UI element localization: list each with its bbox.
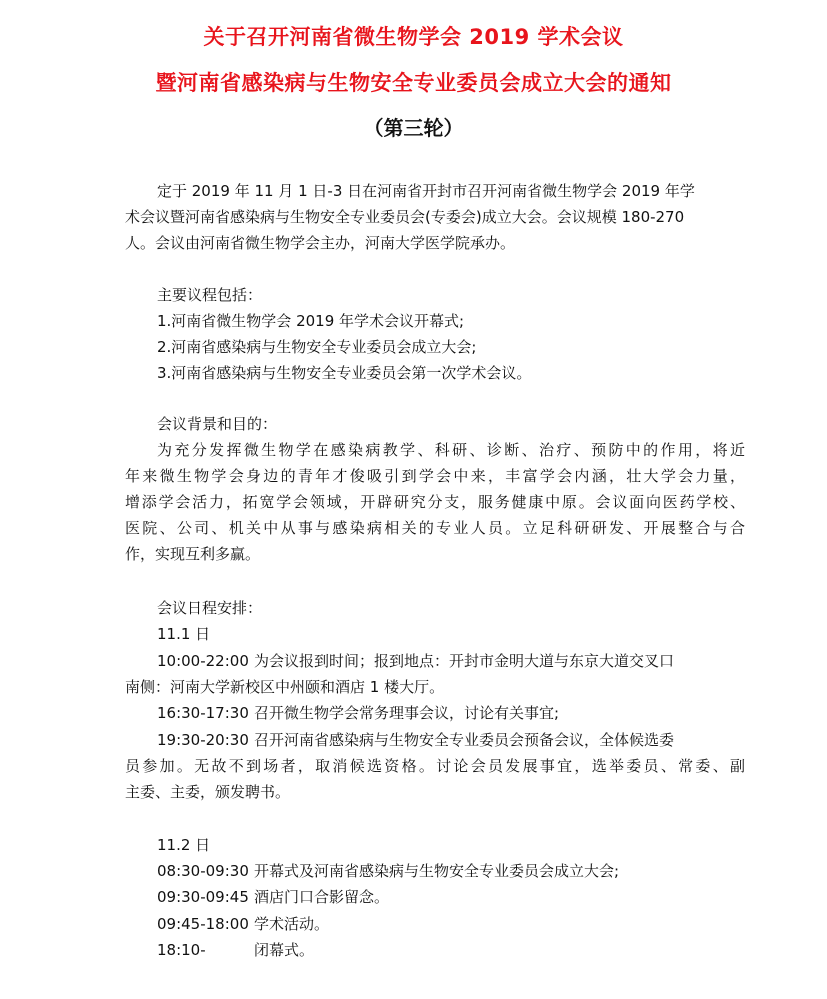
schedule-event [157,914,777,934]
background-line: 增添学会活力，拓宽学会领域，开辟研究分支，服务健康中原。会议面向医药学校、 [125,493,745,511]
schedule-event [157,940,777,960]
schedule-event [157,730,777,750]
event-text-cont: 南侧：河南大学新校区中州颐和酒店 1 楼大厅。 [125,678,445,696]
intro-line: 术会议暨河南省感染病与生物安全专业委员会(专委会)成立大会。会议规模 180-270 [125,208,685,226]
notice-round: （第三轮） [363,116,464,140]
background-heading: 会议背景和目的： [157,415,278,433]
agenda-heading: 主要议程包括： [157,286,263,304]
schedule-heading: 会议日程安排： [157,599,263,617]
agenda-item: 1.河南省微生物学会 2019 年学术会议开幕式; [157,312,465,330]
event-text: 酒店门口合影留念。 [254,888,390,906]
background-line: 作，实现互利多赢。 [125,545,261,563]
background-line: 医院、公司、机关中从事与感染病相关的专业人员。立足科研研发、开展整合与合 [125,519,745,537]
event-time: 10:00-22:00 [157,652,249,670]
event-text: 开幕式及河南省感染病与生物安全专业委员会成立大会; [254,862,620,880]
background-line: 年来微生物学会身边的青年才俊吸引到学会中来，丰富学会内涵，壮大学会力量， [125,467,745,485]
event-text: 召开微生物学会常务理事会议，讨论有关事宜; [254,704,560,722]
schedule-event [157,651,777,671]
event-text: 召开河南省感染病与生物安全专业委员会预备会议，全体候选委 [254,731,675,749]
schedule-event [157,703,777,723]
event-text: 闭幕式。 [254,941,315,959]
event-text: 学术活动。 [254,915,330,933]
event-time: 18:10- [157,941,206,959]
event-time: 19:30-20:30 [157,731,249,749]
day-label: 11.1 日 [157,625,211,643]
background-line: 为充分发挥微生物学在感染病教学、科研、诊断、治疗、预防中的作用，将近 [157,441,745,459]
agenda-item: 2.河南省感染病与生物安全专业委员会成立大会; [157,338,477,356]
day-label: 11.2 日 [157,836,211,854]
event-text: 为会议报到时间；报到地点：开封市金明大道与东京大道交叉口 [254,652,675,670]
schedule-event [157,861,777,881]
intro-line: 人。会议由河南省微生物学会主办，河南大学医学院承办。 [125,234,516,252]
notice-title-line2: 暨河南省感染病与生物安全专业委员会成立大会的通知 [155,71,672,95]
notice-title-line1: 关于召开河南省微生物学会 2019 学术会议 [203,25,624,49]
event-time: 08:30-09:30 [157,862,249,880]
event-time: 16:30-17:30 [157,704,249,722]
agenda-item: 3.河南省感染病与生物安全专业委员会第一次学术会议。 [157,364,532,382]
event-text-cont: 员参加。无故不到场者，取消候选资格。讨论会员发展事宜，选举委员、常委、副 [125,757,745,775]
schedule-event [157,887,777,907]
event-text-cont: 主委、主委，颁发聘书。 [125,783,291,801]
intro-line: 定于 2019 年 11 月 1 日-3 日在河南省开封市召开河南省微生物学会 2019 年学 [157,182,695,200]
event-time: 09:30-09:45 [157,888,249,906]
event-time: 09:45-18:00 [157,915,249,933]
